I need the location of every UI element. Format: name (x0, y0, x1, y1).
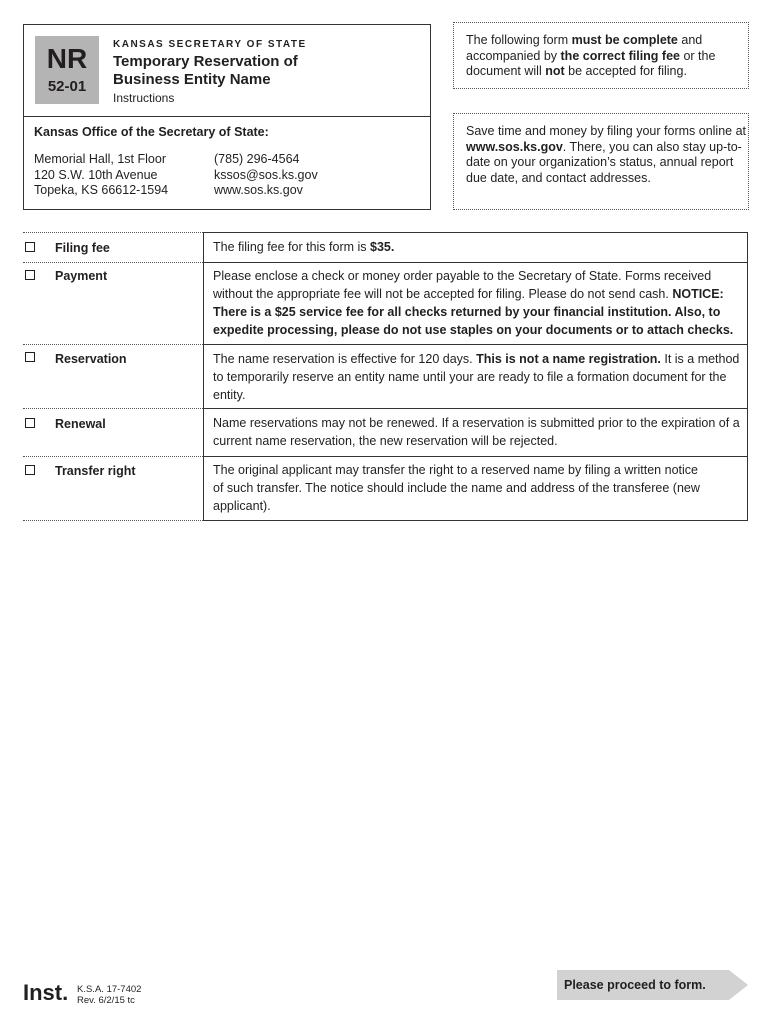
renewal-text: Name reservations may not be renewed. If a reservation is submitted prior to the expiration of a current name reservation, the new reservation will be rejected. (213, 416, 740, 448)
form-title-line2: Business Entity Name (113, 71, 271, 88)
section-transfer (23, 456, 203, 520)
reservation-emphasis: This is not a name registration. (476, 352, 661, 366)
note2-website: www.sos.ks.gov (466, 139, 563, 154)
header-divider (24, 116, 430, 117)
transfer-line1: The original applicant may transfer the right to a reserved name by filing a written notice (213, 463, 698, 477)
office-address (34, 152, 168, 199)
revision: Rev. 6/2/15 tc (77, 995, 135, 1006)
office-title: Kansas Office of the Secretary of State: (34, 125, 269, 139)
office-phone: (785) 296-4564 (214, 152, 300, 166)
checkbox-icon (25, 270, 35, 280)
payment-text (213, 267, 741, 339)
note1-emphasis-not: not (545, 64, 565, 78)
section-reservation (23, 344, 203, 408)
reservation-desc: The name reservation is effective for 120 days. (213, 352, 477, 366)
form-title (113, 53, 343, 89)
note1-text: be accepted for filing. (564, 64, 687, 78)
office-email: kssos@sos.ks.gov (214, 167, 318, 182)
note1-text: and accompanied by (466, 33, 703, 63)
proceed-label: Please proceed to form. (564, 978, 706, 992)
section-label: Filing fee (55, 241, 110, 255)
office-contact (214, 152, 318, 199)
note1-text: The following form (466, 33, 572, 47)
note1-text: or the document will (466, 48, 716, 78)
checkbox-icon (25, 465, 35, 475)
office-website: www.sos.ks.gov (214, 183, 303, 197)
checkbox-icon (25, 352, 35, 362)
transfer-text (213, 461, 741, 515)
address-line1: Memorial Hall, 1st Floor (34, 152, 166, 166)
payment-notice: NOTICE: There is a $25 service fee for all checks returned by your financial institution. Also, to expedite processing, please do not use staples on your documents or to attach checks. (213, 287, 734, 337)
form-number: 52-01 (47, 78, 87, 95)
checkbox-icon (25, 242, 35, 252)
section-label: Transfer right (55, 464, 136, 478)
section-payment (23, 262, 203, 344)
payment-desc: Please enclose a check or money order payable to the Secretary of State. Forms received without the appropriate fee will not be accepted for filing. Please do not send cash. (213, 269, 712, 301)
note1-emphasis-complete: must be complete (571, 33, 678, 47)
online-filing-note (453, 113, 749, 210)
filing-fee-text (213, 238, 741, 256)
row-divider (203, 408, 748, 409)
reservation-text (213, 350, 741, 404)
proceed-to-form-button[interactable] (557, 970, 749, 1000)
note1-emphasis-fee: the correct filing fee (560, 48, 680, 63)
agency-name: KANSAS SECRETARY OF STATE (113, 39, 307, 50)
reservation-desc: It is a method to temporarily reserve an entity name until your are ready to file a formation document for the entity. (213, 352, 740, 402)
completeness-note (453, 22, 749, 89)
form-badge (35, 36, 99, 104)
form-subtitle: Instructions (113, 91, 175, 105)
section-label: Renewal (55, 417, 106, 431)
form-title-line1: Temporary Reservation of (113, 53, 298, 70)
transfer-line2: of such transfer. The notice should include the name and address of the transferee (new applicant). (213, 481, 700, 513)
inst-label: Inst. (23, 980, 69, 1005)
note2-text: . There, you can also stay up-to-date on your organization’s status, annual report due date, and contact addresses. (466, 139, 742, 185)
address-line3: Topeka, KS 66612-1594 (34, 183, 169, 197)
form-code: NR (46, 43, 88, 74)
statute: K.S.A. 17-7402 (77, 984, 142, 995)
row-divider (203, 262, 748, 263)
section-filing-fee (23, 232, 203, 262)
note2-text: Save time and money by filing your forms online at (466, 124, 746, 138)
filing-fee-desc: The filing fee for this form is (213, 240, 371, 254)
row-divider (203, 456, 748, 457)
row-divider (203, 344, 748, 345)
checkbox-icon (25, 418, 35, 428)
section-label: Payment (55, 269, 108, 283)
section-label: Reservation (55, 352, 127, 366)
section-bottom-rule (23, 520, 203, 521)
filing-fee-amount: $35. (370, 240, 395, 254)
section-renewal (23, 408, 203, 456)
statute-reference (77, 984, 141, 1006)
address-line2: 120 S.W. 10th Avenue (34, 167, 158, 182)
